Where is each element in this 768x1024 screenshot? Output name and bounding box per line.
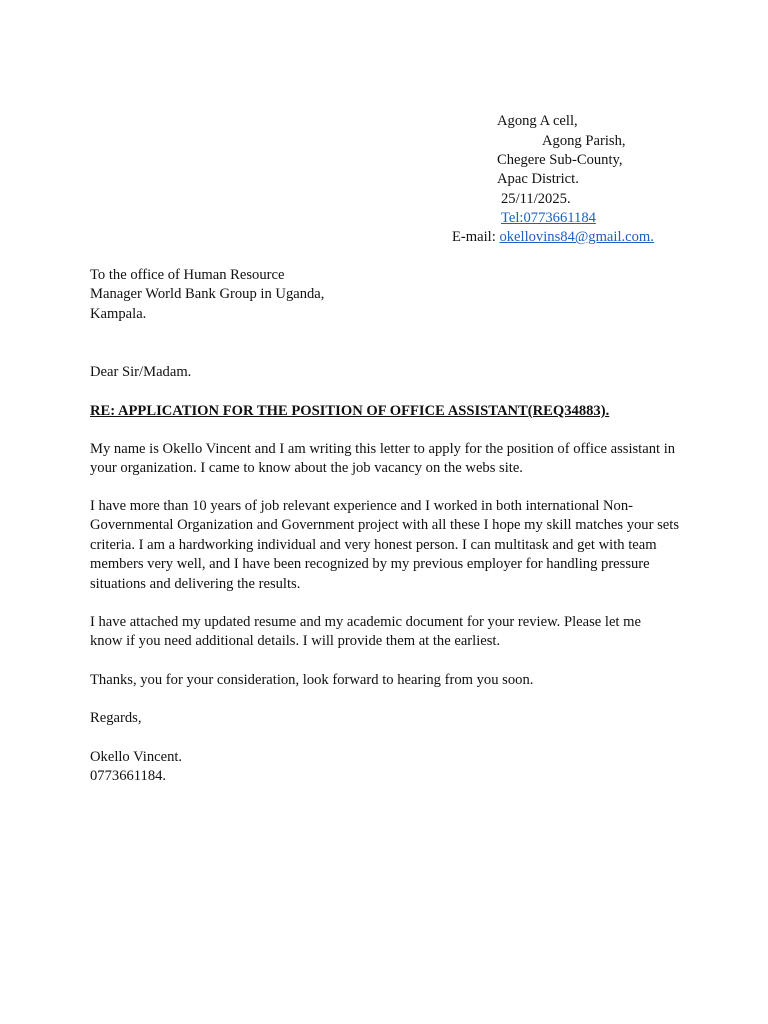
body-paragraph-4: Thanks, you for your consideration, look forward to hearing from you soon. [90, 672, 534, 688]
recipient-line-1: To the office of Human Resource [90, 267, 285, 283]
body-paragraph-3: I have attached my updated resume and my academic document for your review. Please let me know if you need additional details. I will provide them at the earliest. [90, 614, 641, 650]
body-paragraph-2: I have more than 10 years of job relevant experience and I worked in both international Non-Governmental Organization and Government project with all these I hope my skill matches your sets criteria. I am a hardworking individual and very honest person. I can multitask and get with team members very well, and I have been recognized by my previous employer for handling pressure situations and delivering the results. [90, 498, 680, 592]
closing: Regards, [90, 710, 142, 726]
subject-line: RE: APPLICATION FOR THE POSITION OF OFFICE ASSISTANT(REQ34883). [90, 403, 610, 419]
recipient-line-2: Manager World Bank Group in Uganda, [90, 286, 325, 303]
salutation: Dear Sir/Madam. [90, 364, 192, 380]
sender-district: Apac District. [497, 171, 579, 187]
sender-subcounty: Chegere Sub-County, [497, 152, 623, 168]
sender-cell: Agong A cell, [497, 113, 578, 129]
body-paragraph-1: My name is Okello Vincent and I am writing this letter to apply for the position of office assistant in your organization. I came to know about the job vacancy on the webs site. [90, 441, 676, 477]
recipient-line-3: Kampala. [90, 305, 147, 322]
sender-parish: Agong Parish, [542, 133, 626, 149]
tel-link[interactable]: Tel:0773661184 [501, 210, 596, 226]
letter-date: 25/11/2025. [501, 191, 571, 207]
recipient-address [90, 266, 680, 324]
signature-name: Okello Vincent. [90, 749, 183, 765]
email-link[interactable]: okellovins84@gmail.com. [499, 229, 654, 245]
signature-phone: 0773661184. [90, 768, 167, 785]
email-label: E-mail: [452, 229, 496, 245]
email-line [452, 228, 654, 247]
signature-block [90, 748, 680, 787]
